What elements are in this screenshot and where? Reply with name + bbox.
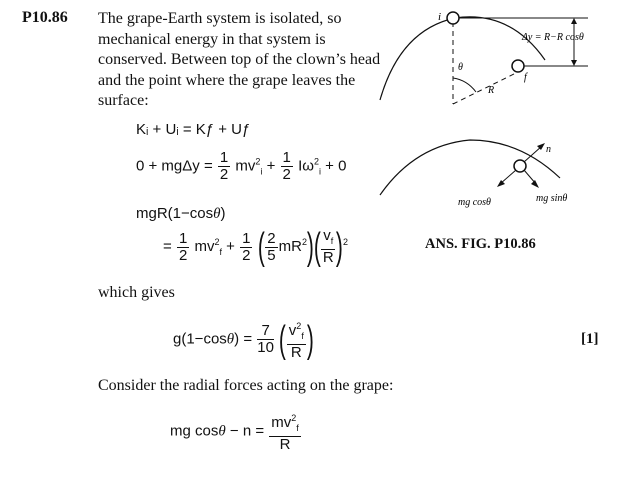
label-dy: Δy = R−R cosθ	[522, 32, 584, 43]
theta-arc	[453, 78, 476, 92]
radius-angled	[453, 72, 518, 104]
consider-text: Consider the radial forces acting on the grape:	[98, 377, 394, 394]
which-gives-text: which gives	[98, 284, 175, 301]
dy-arrowhead-top	[571, 18, 577, 24]
problem-number: P10.86	[22, 9, 68, 26]
label-mgsin: mg sinθ	[536, 193, 568, 204]
radial-force-equation: mg cosθ − n = $\frac{mv^2_f}{R}$	[170, 410, 302, 453]
head-arc-bottom	[380, 140, 560, 195]
label-f: f	[524, 72, 527, 83]
dy-arrowhead-bottom	[571, 60, 577, 66]
energy-equation: Kᵢ + Uᵢ = Kƒ + Uƒ	[136, 121, 251, 138]
figure-diagram	[360, 0, 620, 215]
label-R: R	[488, 85, 495, 96]
label-i: i	[438, 11, 442, 23]
problem-intro: The grape-Earth system is isolated, so mechanical energy in that system is conserved. Between top of the clown’s head and the point where the grape leaves the surface:	[98, 10, 381, 109]
head-arc-top	[380, 17, 545, 100]
label-theta: θ	[458, 62, 463, 73]
equation-reference: [1]	[581, 331, 599, 347]
grape-initial	[447, 12, 459, 24]
mgr-equation: mgR(1−cosθ)	[136, 205, 226, 222]
grape-final	[512, 60, 524, 72]
result-equation: g(1−cosθ) = $\frac{7}{10}$ ( $\frac{v^2_f}{R}$ )	[173, 318, 314, 361]
energy-expanded-equation: 0 + mgΔy = $\frac{1}{2}$ $mv^2_i$ + $\frac{1}{2}$ $I\omega^2_i + 0$	[136, 149, 347, 183]
label-mgcos: mg cosθ	[458, 197, 491, 208]
figure-caption: ANS. FIG. P10.86	[425, 236, 536, 252]
label-n: n	[546, 144, 551, 155]
mgsin-arrowhead	[531, 180, 539, 188]
substitution-equation: = $\frac{1}{2}$ $mv^2_f$ + $\frac{1}{2}$ ( $\frac{2}{5}$ $mR^2$)( $\frac{v_f}{R}$ )$^2$	[163, 226, 348, 268]
